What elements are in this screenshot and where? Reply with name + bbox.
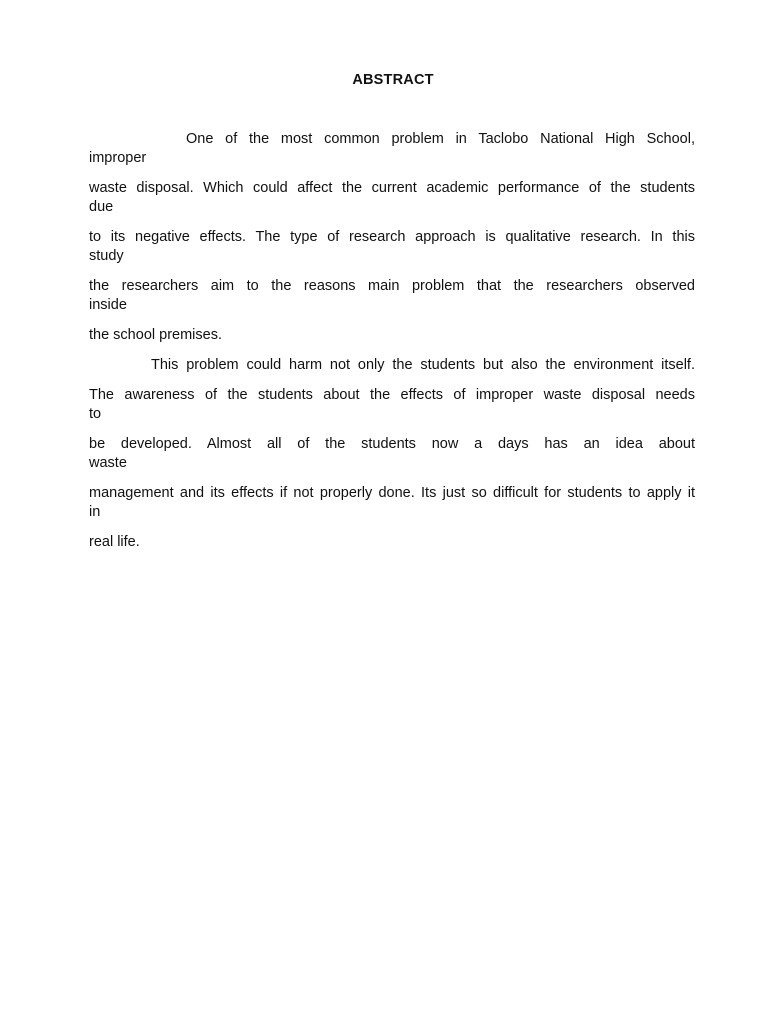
text-line: The awareness of the students about the effects of improper waste disposal needs — [89, 387, 695, 403]
text-line: the researchers aim to the reasons main problem that the researchers observed — [89, 278, 695, 294]
abstract-body — [89, 130, 695, 552]
text-line: improper — [89, 150, 147, 166]
text-line: the school premises. — [89, 327, 222, 343]
text-line: waste disposal. Which could affect the current academic performance of the students — [89, 180, 695, 196]
text-line: real life. — [89, 534, 140, 550]
text-line: management and its effects if not properly done. Its just so difficult for students to apply it — [89, 485, 695, 501]
abstract-title: ABSTRACT — [352, 72, 434, 88]
text-line: study — [89, 248, 124, 264]
text-line: be developed. Almost all of the students now a days has an idea about — [89, 436, 695, 452]
text-line: to its negative effects. The type of research approach is qualitative research. In this — [89, 229, 695, 245]
text-line: due — [89, 199, 114, 215]
text-line: This problem could harm not only the students but also the environment itself. — [151, 357, 695, 373]
text-line: One of the most common problem in Taclobo National High School, — [186, 131, 695, 147]
text-line: waste — [89, 455, 127, 471]
text-line: to — [89, 406, 102, 422]
text-line: inside — [89, 297, 127, 313]
text-line: in — [89, 504, 101, 520]
